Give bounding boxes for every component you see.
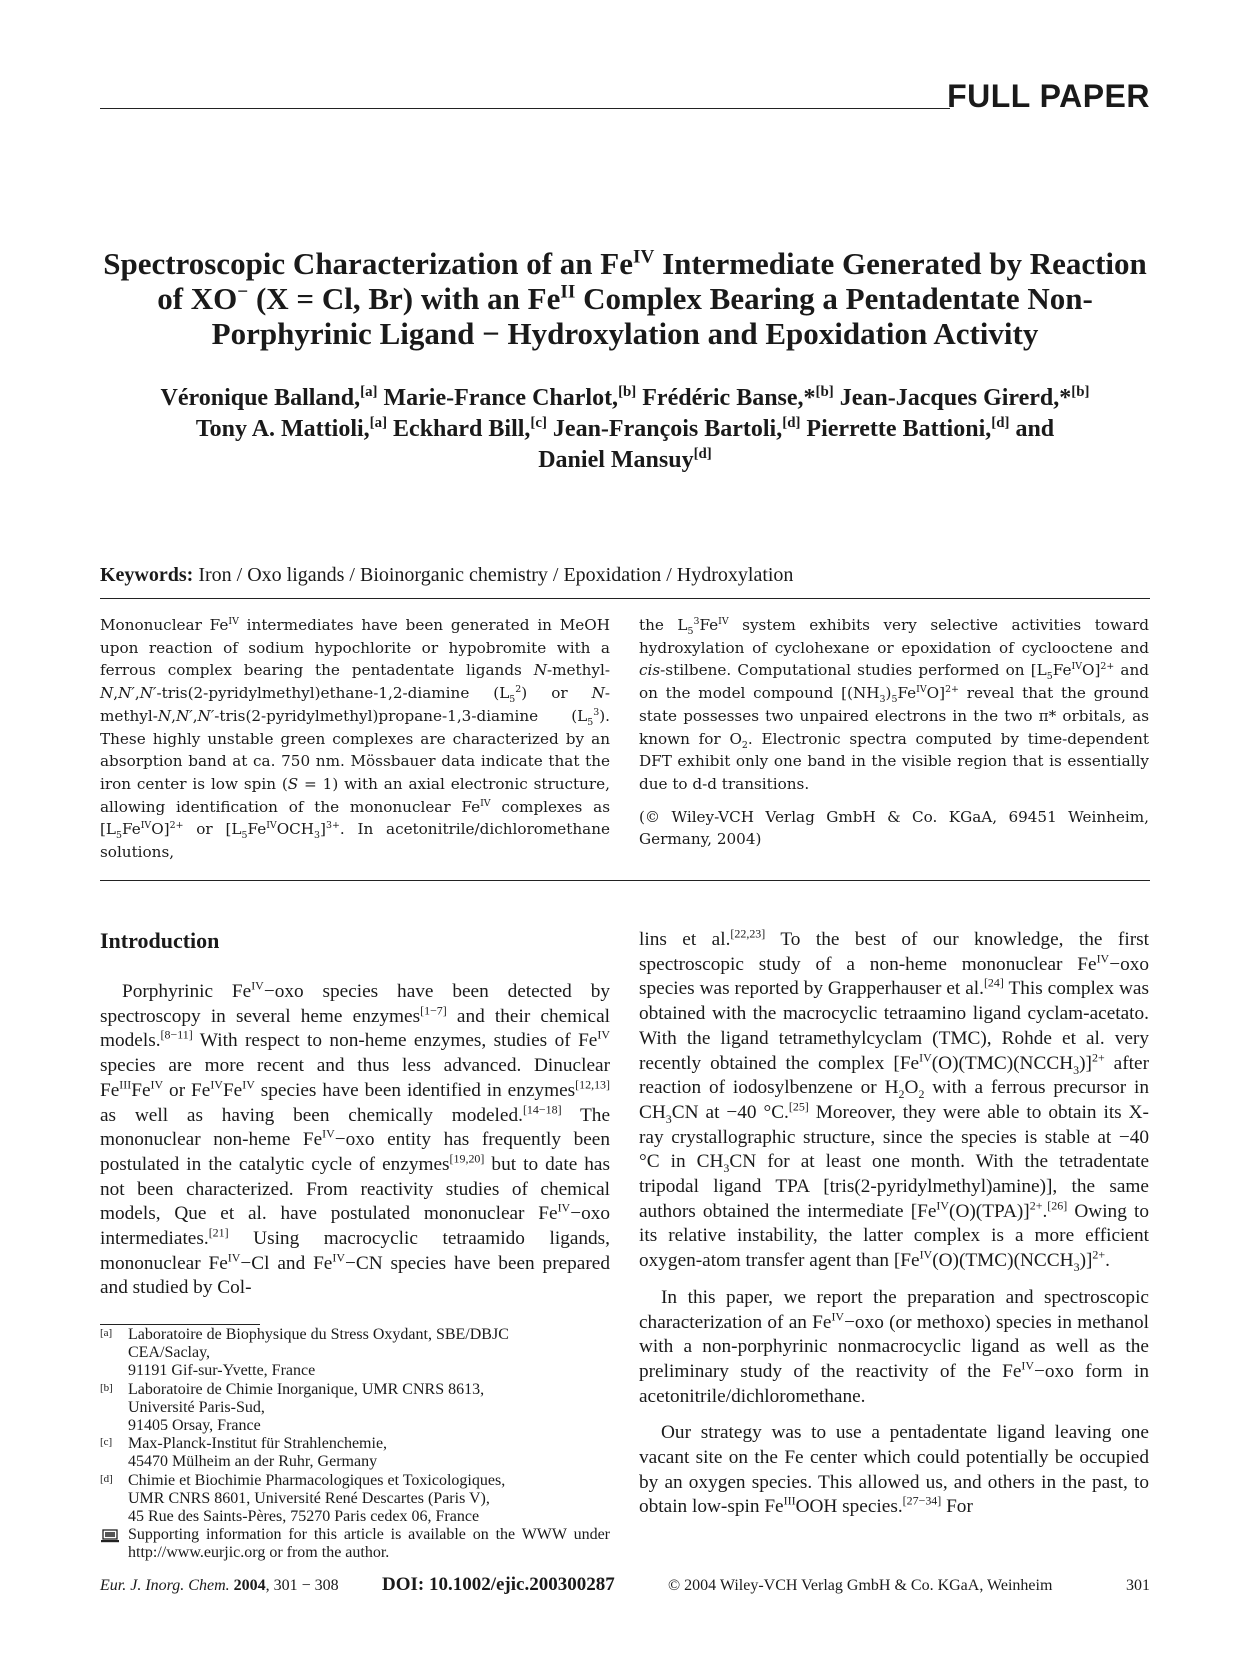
title-line2-suffix: Complex Bearing a Pentadentate Non- (575, 281, 1093, 316)
footnote-rule (100, 1324, 260, 1325)
author: Frédéric Banse,*[b] (642, 384, 834, 411)
supporting-info-footnote (100, 1526, 610, 1562)
keywords-label: Keywords: (100, 564, 194, 586)
header-rule (100, 108, 950, 109)
computer-icon (100, 1529, 120, 1543)
author: Jean-François Bartoli,[d] (552, 415, 801, 442)
body-paragraph: lins et al.[22,23] To the best of our knowledge, the first spectroscopic study of a non-heme mononuclear $Fe^{IV}-oxo$ species was reported by Grapperhauser et al.[24] This complex was obtained with the macrocyclic tetraamino ligand cyclam-acetato. With the ligand tetramethylcyclam (TMC), Rohde et al. very recently obtained the complex $[Fe^{IV}(O)(TMC)(NCCH_3)]^{2+}$ after reaction of iodosylbenzene or $H_2O_2$ with a ferrous precursor in $CH_3CN$ at −40 °C.[25] Moreover, they were able to obtain its X-ray crystallographic structure, since the species is stable at −40 °C in $CH_3CN$ for at least one month. With the tetradentate tripodal ligand TPA [tris(2-pyridylmethyl)amine)], the same authors obtained the intermediate $[Fe^{IV}(O)(TPA)]^{2+}.[26]$ Owing to its relative instability, the latter complex is a more efficient oxygen-atom transfer agent than $[Fe^{IV}(O)(TMC)(NCCH_3)]^{2+}$. (639, 926, 1150, 1274)
title-line2-mid: (X = Cl, Br) with an Fe (248, 281, 561, 316)
author: Daniel Mansuy[d] (538, 446, 712, 473)
abstract-copyright: (© Wiley-VCH Verlag GmbH & Co. KGaA, 69451 Weinheim, Germany, 2004) (639, 807, 1149, 849)
author: Véronique Balland,[a] (160, 384, 378, 411)
title-line2-sup2: II (560, 281, 576, 303)
body-paragraph: Our strategy was to use a pentadentate ligand leaving one vacant site on the Fe center which could potentially be occupied by an oxygen species. This allowed us, and others in the past, to obtain low-spin $Fe^{III}OOH$ species.[27−34] For (639, 1422, 1149, 1518)
abstract-bottom-rule (100, 880, 1150, 881)
author-list (100, 383, 1150, 476)
affiliation-footnotes (100, 1326, 610, 1563)
author: Marie-France Charlot,[b] (383, 384, 637, 411)
page-footer (100, 1574, 1150, 1599)
abstract-left-column (100, 614, 610, 864)
affiliation-footnote: [d] Chimie et Biochimie Pharmacologiques et Toxicologiques, UMR CNRS 8601, Université René Descartes (Paris V), 45 Rue des Saints-Pères, 75270 Paris cedex 06, France (100, 1471, 506, 1526)
page-number: 301 (1126, 1577, 1150, 1594)
title-line1-suffix: Intermediate Generated by Reaction (654, 246, 1147, 281)
body-left-column (100, 980, 610, 1301)
abstract-top-rule (100, 598, 1150, 599)
title-line2-prefix: of XO (157, 281, 238, 316)
abstract-paragraph: the $L_5^3Fe^{IV}$ system exhibits very selective activities toward hydroxylation of cyclohexane or epoxidation of cyclooctene and cis-stilbene. Computational studies performed on $[L_5Fe^{IV}O]^{2+}$ and on the model compound $[(NH_3)_5Fe^{IV}O]^{2+}$ reveal that the ground state possesses two unpaired electrons in the two π* orbitals, as known for $O_2$. Electronic spectra computed by time-dependent DFT exhibit only one band in the visible region that is essentially due to d-d transitions. (639, 615, 1149, 793)
footer-copyright: © 2004 Wiley-VCH Verlag GmbH & Co. KGaA, Weinheim (668, 1577, 1053, 1594)
keywords (100, 562, 1150, 588)
abstract-paragraph: Mononuclear $Fe^{IV}$ intermediates have been generated in MeOH upon reaction of sodium hypochlorite or hypobromite with a ferrous complex bearing the pentadentate ligands N-methyl-N,N′,N′-tris(2-pyridylmethyl)ethane-1,2-diamine $(L_5^2)$ or N-methyl-N,N′,N′-tris(2-pyridylmethyl)propane-1,3-diamine $(L_5^3)$. These highly unstable green complexes are characterized by an absorption band at ca. 750 nm. Mössbauer data indicate that the iron center is low spin (S = 1) with an axial electronic structure, allowing identification of the mononuclear $Fe^{IV}$ complexes as $[L_5Fe^{IV}O]^{2+}$ or $[L_5Fe^{IV}OCH_3]^{3+}$. In acetonitrile/dichloromethane solutions, (100, 615, 610, 862)
article-title (100, 246, 1150, 351)
affiliation-footnote: [b] Laboratoire de Chimie Inorganique, UMR CNRS 8613, Université Paris-Sud, 91405 Orsay, France (100, 1380, 485, 1435)
section-heading-introduction: Introduction (100, 928, 220, 953)
body-right-column (639, 928, 1149, 1520)
author: Pierrette Battioni,[d] (806, 415, 1010, 442)
running-header (100, 78, 1150, 114)
doi: DOI: 10.1002/ejic.200300287 (382, 1574, 615, 1595)
abstract-right-column (639, 614, 1149, 851)
title-line3: Porphyrinic Ligand − Hydroxylation and Epoxidation Activity (211, 316, 1039, 351)
body-paragraph: In this paper, we report the preparation and spectroscopic characterization of an $Fe^{IV}-oxo$ (or methoxo) species in methanol with a non-porphyrinic nonmacrocyclic ligand as well as the preliminary study of the reactivity of the $Fe^{IV}-oxo$ form in acetonitrile/dichloromethane. (639, 1286, 1149, 1407)
author: Tony A. Mattioli,[a] (195, 415, 388, 442)
title-line1-prefix: Spectroscopic Characterization of an Fe (103, 246, 633, 281)
supporting-info-text: Supporting information for this article is available on the WWW under http://www.eurjic.org or from the author. (128, 1526, 610, 1562)
affiliation-footnote: [a] Laboratoire de Biophysique du Stress Oxydant, SBE/DBJC CEA/Saclay, 91191 Gif-sur-Yvette, France (100, 1326, 509, 1380)
section-label: FULL PAPER (947, 78, 1150, 114)
body-paragraph: Porphyrinic $Fe^{IV}-oxo$ species have been detected by spectroscopy in several heme enzymes[1−7] and their chemical models.[8−11] With respect to non-heme enzymes, studies of $Fe^{IV}$ species are more recent and thus less advanced. Dinuclear $Fe^{III}Fe^{IV}$ or $Fe^{IV}Fe^{IV}$ species have been identified in enzymes[12,13] as well as having been chemically modeled.[14−18] The mononuclear non-heme $Fe^{IV}-oxo$ entity has frequently been postulated in the catalytic cycle of enzymes[19,20] but to date has not been characterized. From reactivity studies of chemical models, Que et al. have postulated mononuclear $Fe^{IV}-oxo$ intermediates.[21] Using macrocyclic tetraamido ligands, mononuclear $Fe^{IV}-Cl$ and $Fe^{IV}-CN$ species have been prepared and studied by Col- (100, 978, 611, 1299)
authors-and: and (1015, 416, 1055, 442)
journal-citation: Eur. J. Inorg. Chem. 2004, 301 − 308 (100, 1577, 339, 1594)
author: Eckhard Bill,[c] (393, 415, 547, 442)
title-line1-sup: IV (632, 246, 655, 268)
author: Jean-Jacques Girerd,*[b] (839, 384, 1090, 411)
title-line2-sup: − (237, 281, 249, 303)
affiliation-footnote: [c] Max-Planck-Institut für Strahlenchemie, 45470 Mülheim an der Ruhr, Germany (100, 1435, 388, 1471)
keywords-text: Iron / Oxo ligands / Bioinorganic chemistry / Epoxidation / Hydroxylation (198, 564, 794, 586)
